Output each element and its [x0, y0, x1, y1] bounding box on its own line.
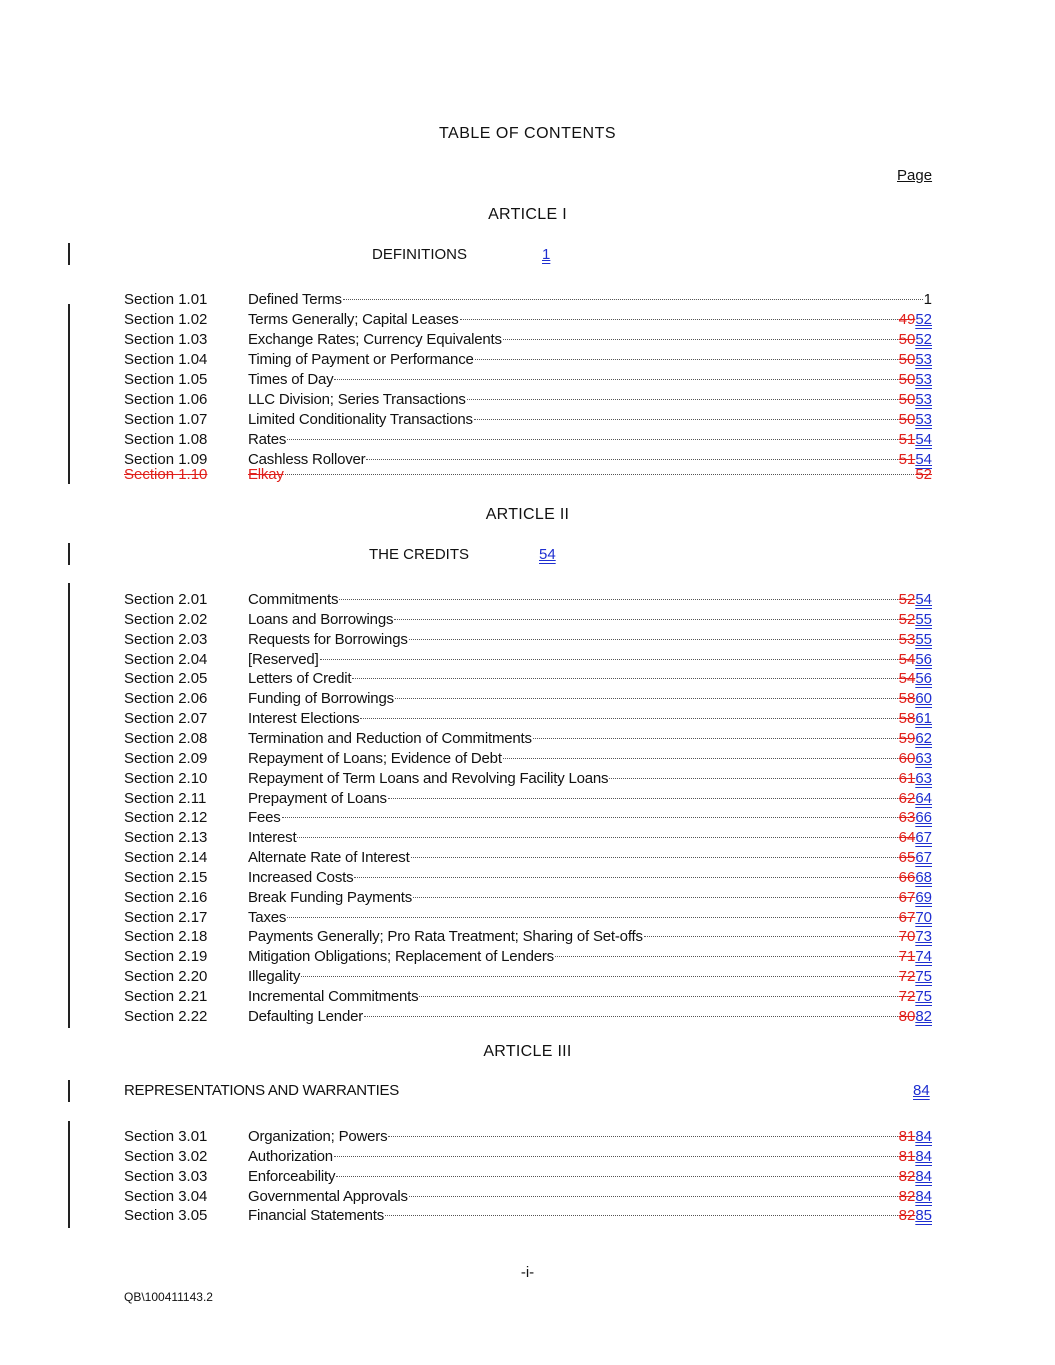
dot-leader [388, 1136, 897, 1137]
toc-row [124, 729, 932, 749]
dot-leader [395, 698, 898, 699]
inserted-page-number[interactable]: 54 [915, 431, 932, 448]
toc-page-ref[interactable] [899, 888, 932, 908]
inserted-page-number[interactable]: 62 [915, 730, 932, 747]
toc-section-title: Mitigation Obligations; Replacement of Lenders [248, 948, 554, 965]
toc-section-number: Section 2.14 [124, 849, 208, 866]
toc-row [124, 749, 932, 769]
toc-section-number: Section 2.03 [124, 631, 208, 648]
inserted-page-number[interactable]: 53 [915, 411, 932, 428]
article-1-name: DEFINITIONS [372, 246, 468, 263]
dot-leader [503, 339, 898, 340]
inserted-page-number[interactable]: 52 [915, 311, 932, 328]
toc-page-ref[interactable] [899, 749, 932, 769]
dot-leader [474, 419, 898, 420]
toc-section-number: Section 1.02 [124, 311, 208, 328]
toc-section-title: Organization; Powers [248, 1128, 388, 1145]
toc-section-title: Termination and Reduction of Commitments [248, 730, 532, 747]
toc-section-title: Payments Generally; Pro Rata Treatment; Sharing of Set-offs [248, 928, 643, 945]
toc-row [124, 927, 932, 947]
inserted-page-number[interactable]: 67 [915, 829, 932, 846]
deleted-page-number: 81 [898, 1148, 916, 1165]
toc-row [124, 1187, 932, 1207]
change-bar [68, 304, 70, 484]
toc-row [124, 310, 932, 330]
toc-page-ref[interactable] [899, 410, 932, 430]
toc-section-title: Break Funding Payments [248, 889, 413, 906]
toc-page-ref[interactable] [899, 1206, 932, 1226]
toc-section-number: Section 2.18 [124, 928, 208, 945]
dot-leader [366, 459, 897, 460]
toc-section-number: Section 2.11 [124, 790, 207, 807]
inserted-page-number[interactable]: 54 [915, 591, 932, 608]
change-bar [68, 543, 70, 565]
toc-section-number: Section 2.15 [124, 869, 208, 886]
inserted-page-number[interactable]: 69 [915, 889, 932, 906]
toc-row [124, 1127, 932, 1147]
toc-page-ref[interactable] [899, 310, 932, 330]
toc-row [124, 610, 932, 630]
toc-section-title: Terms Generally; Capital Leases [248, 311, 459, 328]
toc-section-title: Repayment of Loans; Evidence of Debt [248, 750, 502, 767]
inserted-page-number[interactable]: 70 [915, 909, 932, 926]
deleted-page-number: 71 [898, 948, 916, 965]
deleted-page-number: 50 [898, 351, 916, 368]
toc-row [124, 430, 932, 450]
toc-page-ref[interactable] [899, 370, 932, 390]
deleted-page-number: 82 [898, 1168, 916, 1185]
toc-section-title: Limited Conditionality Transactions [248, 411, 473, 428]
article-2-page-link[interactable]: 54 [539, 546, 556, 563]
dot-leader [503, 758, 898, 759]
toc-page-ref[interactable] [899, 630, 932, 650]
toc-section-title: Alternate Rate of Interest [248, 849, 410, 866]
toc-row [124, 947, 932, 967]
dot-leader [282, 817, 898, 818]
toc-row [124, 967, 932, 987]
toc-section-number: Section 2.02 [124, 611, 208, 628]
toc-section-title: Repayment of Term Loans and Revolving Facility Loans [248, 770, 609, 787]
toc-section-title: Funding of Borrowings [248, 690, 394, 707]
inserted-page-number[interactable]: 67 [915, 849, 932, 866]
toc-page-ref[interactable] [915, 465, 932, 485]
toc-page-ref[interactable] [899, 927, 932, 947]
toc-section-title: Interest [248, 829, 297, 846]
toc-section-number: Section 2.10 [124, 770, 208, 787]
toc-page-ref[interactable] [899, 947, 932, 967]
toc-row [124, 1167, 932, 1187]
deleted-page-number: 51 [898, 451, 916, 468]
inserted-page-number[interactable]: 61 [915, 710, 932, 727]
dot-leader [301, 976, 897, 977]
dot-leader [394, 619, 897, 620]
inserted-page-number[interactable]: 63 [915, 750, 932, 767]
dot-leader [533, 738, 898, 739]
article-3-page-link[interactable]: 84 [913, 1082, 930, 1099]
toc-section-number: Section 2.08 [124, 730, 208, 747]
toc-section-title: Commitments [248, 591, 339, 608]
toc-section-number: Section 1.04 [124, 351, 208, 368]
toc-section-title: Authorization [248, 1148, 333, 1165]
article-2-name: THE CREDITS [369, 546, 470, 563]
dot-leader [609, 778, 897, 779]
deleted-page-number: 63 [898, 809, 916, 826]
deleted-page-number: 52 [898, 611, 916, 628]
toc-section-number: Section 2.04 [124, 651, 208, 668]
toc-row [124, 689, 932, 709]
page-number: 1 [923, 291, 932, 308]
toc-section-number: Section 2.22 [124, 1008, 208, 1025]
dot-leader [352, 678, 897, 679]
deleted-page-number: 58 [898, 710, 916, 727]
toc-row [124, 908, 932, 928]
toc-section-title: Letters of Credit [248, 670, 352, 687]
toc-section-title: Interest Elections [248, 710, 360, 727]
toc-section-number: Section 2.13 [124, 829, 208, 846]
article-1-page-link[interactable]: 1 [542, 246, 551, 263]
deleted-page-number: 53 [898, 631, 916, 648]
page-column-header: Page [897, 167, 933, 184]
deleted-page-number: 50 [898, 411, 916, 428]
deleted-page-number: 67 [898, 909, 916, 926]
inserted-page-number[interactable]: 55 [915, 631, 932, 648]
article-3-heading: ARTICLE III [483, 1043, 572, 1060]
toc-row [124, 769, 932, 789]
toc-page-ref[interactable] [899, 908, 932, 928]
dot-leader [364, 1016, 898, 1017]
toc-section-number: Section 3.04 [124, 1188, 208, 1205]
inserted-page-number[interactable]: 84 [915, 1168, 932, 1185]
toc-row [124, 987, 932, 1007]
dot-leader [409, 1196, 898, 1197]
toc-page-ref[interactable] [899, 1187, 932, 1207]
toc-row [124, 350, 932, 370]
toc-title: TABLE OF CONTENTS [438, 125, 617, 142]
toc-row [124, 888, 932, 908]
toc-page-ref[interactable] [899, 1007, 932, 1027]
inserted-page-number[interactable]: 68 [915, 869, 932, 886]
deleted-page-number: 54 [898, 651, 916, 668]
deleted-page-number: 62 [898, 790, 916, 807]
toc-section-number: Section 1.01 [124, 291, 208, 308]
toc-page-ref[interactable] [899, 390, 932, 410]
toc-section-title: Prepayment of Loans [248, 790, 387, 807]
toc-section-number: Section 1.09 [124, 451, 208, 468]
toc-page-ref[interactable] [899, 868, 932, 888]
deleted-page-number: 72 [898, 968, 916, 985]
deleted-page-number: 82 [898, 1207, 916, 1224]
toc-page-ref[interactable] [899, 650, 932, 670]
deleted-page-number: 64 [898, 829, 916, 846]
toc-row [124, 370, 932, 390]
toc-page-ref[interactable] [899, 610, 932, 630]
dot-leader [467, 399, 898, 400]
inserted-page-number[interactable]: 82 [915, 1008, 932, 1025]
toc-section-title: Taxes [248, 909, 287, 926]
toc-section-number: Section 1.03 [124, 331, 208, 348]
toc-page-ref[interactable] [899, 669, 932, 689]
toc-section-number: Section 1.06 [124, 391, 208, 408]
toc-row [124, 848, 932, 868]
toc-row [124, 808, 932, 828]
deleted-page-number: 70 [898, 928, 916, 945]
toc-row [124, 465, 932, 485]
toc-row [124, 1206, 932, 1226]
toc-section-title: Enforceability [248, 1168, 336, 1185]
deleted-page-number: 50 [898, 371, 916, 388]
dot-leader [336, 1176, 897, 1177]
toc-section-title: Fees [248, 809, 281, 826]
toc-section-number: Section 1.05 [124, 371, 208, 388]
toc-section-title: Incremental Commitments [248, 988, 419, 1005]
toc-section-number: Section 2.06 [124, 690, 208, 707]
dot-leader [413, 897, 898, 898]
toc-page-ref[interactable] [899, 729, 932, 749]
toc-page-ref[interactable] [899, 590, 932, 610]
toc-row [124, 789, 932, 809]
toc-row [124, 390, 932, 410]
toc-section-title: Illegality [248, 968, 301, 985]
dot-leader [320, 659, 898, 660]
toc-section-title: Increased Costs [248, 869, 354, 886]
dot-leader [287, 917, 897, 918]
change-bar [68, 243, 70, 265]
toc-section-title: [Reserved] [248, 651, 319, 668]
toc-section-number: Section 3.05 [124, 1207, 208, 1224]
article-3-name: REPRESENTATIONS AND WARRANTIES [124, 1082, 399, 1099]
toc-section-number: Section 3.01 [124, 1128, 208, 1145]
toc-section-title: Requests for Borrowings [248, 631, 408, 648]
deleted-page-number: 50 [898, 331, 916, 348]
toc-row [124, 1007, 932, 1027]
toc-section-title: Cashless Rollover [248, 451, 366, 468]
toc-section-number: Section 3.03 [124, 1168, 208, 1185]
dot-leader [354, 877, 897, 878]
deleted-page-number: 52 [915, 466, 932, 483]
inserted-page-number[interactable]: 63 [915, 770, 932, 787]
inserted-page-number[interactable]: 56 [915, 651, 932, 668]
toc-section-number: Section 2.20 [124, 968, 208, 985]
toc-page-ref[interactable] [899, 789, 932, 809]
toc-row [124, 290, 932, 310]
toc-page-ref[interactable] [899, 1127, 932, 1147]
toc-section-title: Loans and Borrowings [248, 611, 394, 628]
toc-section-title: Timing of Payment or Performance [248, 351, 474, 368]
deleted-page-number: 49 [898, 311, 916, 328]
dot-leader [385, 1215, 898, 1216]
dot-leader [285, 474, 915, 475]
dot-leader [287, 439, 897, 440]
inserted-page-number[interactable]: 64 [915, 790, 932, 807]
toc-row [124, 630, 932, 650]
toc-page-ref[interactable] [899, 709, 932, 729]
toc-section-title: Rates [248, 431, 287, 448]
toc-section-title: Governmental Approvals [248, 1188, 408, 1205]
toc-section-number: Section 2.01 [124, 591, 208, 608]
deleted-page-number: 60 [898, 750, 916, 767]
toc-section-number: Section 2.16 [124, 889, 208, 906]
inserted-page-number[interactable]: 84 [915, 1188, 932, 1205]
toc-section-number: Section 2.21 [124, 988, 208, 1005]
toc-page-ref[interactable] [899, 689, 932, 709]
article-1-heading: ARTICLE I [488, 206, 567, 223]
toc-row [124, 410, 932, 430]
toc-row [124, 590, 932, 610]
deleted-page-number: 59 [898, 730, 916, 747]
dot-leader [339, 599, 897, 600]
toc-section-number: Section 2.12 [124, 809, 208, 826]
toc-row [124, 669, 932, 689]
toc-row [124, 650, 932, 670]
toc-section-number: Section 2.07 [124, 710, 208, 727]
toc-page-ref[interactable] [899, 828, 932, 848]
toc-page-ref[interactable] [899, 808, 932, 828]
inserted-page-number[interactable]: 55 [915, 611, 932, 628]
dot-leader [555, 956, 898, 957]
inserted-page-number[interactable]: 60 [915, 690, 932, 707]
dot-leader [460, 319, 898, 320]
inserted-page-number[interactable]: 84 [915, 1128, 932, 1145]
inserted-page-number[interactable]: 53 [915, 371, 932, 388]
toc-page-ref[interactable] [899, 330, 932, 350]
inserted-page-number[interactable]: 85 [915, 1207, 932, 1224]
toc-page-ref[interactable] [899, 987, 932, 1007]
deleted-page-number: 82 [898, 1188, 916, 1205]
deleted-page-number: 61 [898, 770, 916, 787]
deleted-page-number: 65 [898, 849, 916, 866]
dot-leader [334, 1156, 898, 1157]
article-2-heading: ARTICLE II [485, 506, 570, 523]
dot-leader [644, 936, 898, 937]
toc-section-number: Section 3.02 [124, 1148, 208, 1165]
dot-leader [334, 379, 897, 380]
change-bar [68, 583, 70, 1028]
deleted-page-number: 58 [898, 690, 916, 707]
toc-section-title: Financial Statements [248, 1207, 385, 1224]
deleted-page-number: 66 [898, 869, 916, 886]
dot-leader [409, 639, 898, 640]
change-bar [68, 1080, 70, 1102]
toc-page-ref[interactable] [899, 1147, 932, 1167]
inserted-page-number[interactable]: 54 [915, 451, 932, 468]
dot-leader [297, 837, 897, 838]
deleted-page-number: 51 [898, 431, 916, 448]
inserted-page-number[interactable]: 75 [915, 988, 932, 1005]
toc-page-ref[interactable] [899, 1167, 932, 1187]
toc-row [124, 868, 932, 888]
document-id: QB\100411143.2 [124, 1290, 213, 1304]
toc-section-title: Defaulting Lender [248, 1008, 364, 1025]
toc-section-title: Elkay [248, 466, 284, 483]
footer-page-number: -i- [520, 1264, 535, 1281]
toc-page-ref[interactable] [899, 967, 932, 987]
toc-section-title: Times of Day [248, 371, 334, 388]
toc-section-number: Section 1.10 [124, 466, 208, 483]
toc-section-number: Section 1.08 [124, 431, 208, 448]
toc-section-title: LLC Division; Series Transactions [248, 391, 466, 408]
inserted-page-number[interactable]: 53 [915, 351, 932, 368]
deleted-page-number: 52 [898, 591, 916, 608]
toc-section-title: Defined Terms [248, 291, 342, 308]
toc-row [124, 709, 932, 729]
inserted-page-number[interactable]: 74 [915, 948, 932, 965]
toc-section-number: Section 2.05 [124, 670, 208, 687]
inserted-page-number[interactable]: 53 [915, 391, 932, 408]
deleted-page-number: 81 [898, 1128, 916, 1145]
toc-row [124, 828, 932, 848]
inserted-page-number[interactable]: 84 [915, 1148, 932, 1165]
toc-section-number: Section 2.19 [124, 948, 208, 965]
deleted-page-number: 54 [898, 670, 916, 687]
inserted-page-number[interactable]: 73 [915, 928, 932, 945]
toc-page-ref[interactable] [899, 430, 932, 450]
inserted-page-number[interactable]: 56 [915, 670, 932, 687]
inserted-page-number[interactable]: 66 [915, 809, 932, 826]
deleted-page-number: 80 [898, 1008, 916, 1025]
dot-leader [475, 359, 898, 360]
toc-row [124, 1147, 932, 1167]
inserted-page-number[interactable]: 52 [915, 331, 932, 348]
toc-section-number: Section 2.09 [124, 750, 208, 767]
dot-leader [419, 996, 897, 997]
dot-leader [388, 798, 898, 799]
toc-section-title: Exchange Rates; Currency Equivalents [248, 331, 502, 348]
toc-section-number: Section 2.17 [124, 909, 208, 926]
toc-page-ref[interactable] [899, 848, 932, 868]
toc-section-number: Section 1.07 [124, 411, 208, 428]
dot-leader [360, 718, 897, 719]
toc-page-ref[interactable] [899, 350, 932, 370]
dot-leader [411, 857, 898, 858]
toc-page-ref[interactable] [924, 290, 932, 310]
deleted-page-number: 72 [898, 988, 916, 1005]
dot-leader [343, 299, 923, 300]
toc-row [124, 330, 932, 350]
toc-page-ref[interactable] [899, 769, 932, 789]
inserted-page-number[interactable]: 75 [915, 968, 932, 985]
deleted-page-number: 50 [898, 391, 916, 408]
deleted-page-number: 67 [898, 889, 916, 906]
change-bar [68, 1121, 70, 1228]
